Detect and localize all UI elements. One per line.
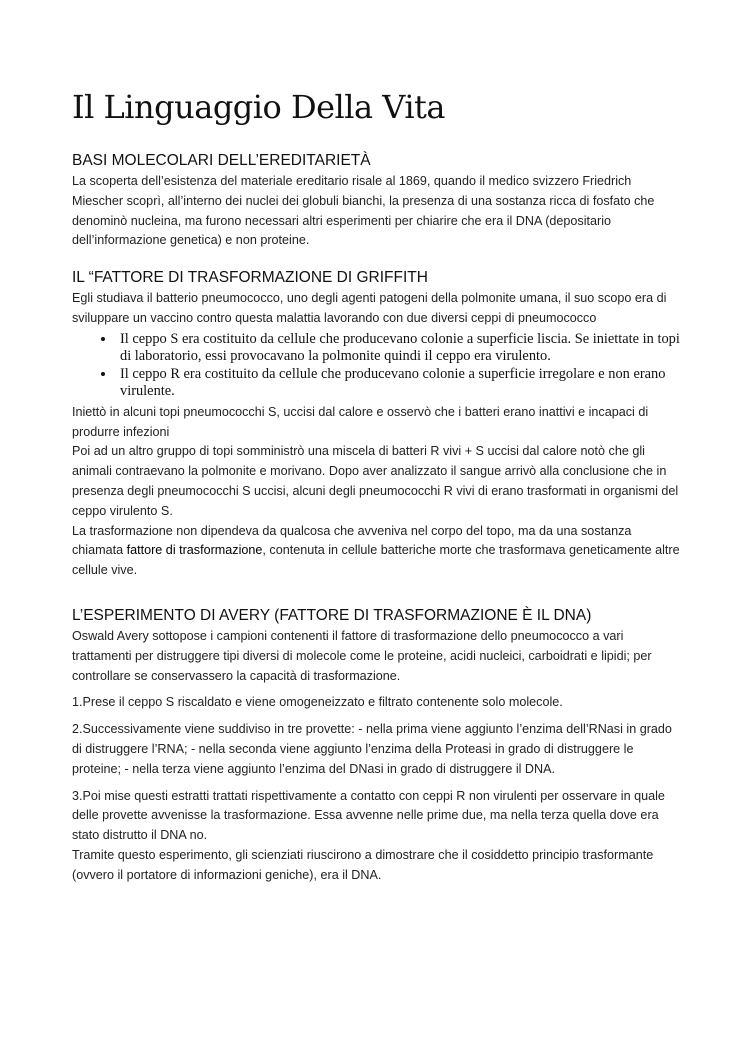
paragraph: Poi ad un altro gruppo di topi somministrò una miscela di batteri R vivi + S uccisi dal calore notò che gli animali contraevano la polmonite e morivano. Dopo aver analizzato il sangue arrivò alla conclusione che in presenza degli pneumococchi S uccisi, alcuni degli pneumococchi R vivi di erano trasformati in organismi del ceppo virulento S.: [72, 444, 679, 518]
paragraph: Iniettò in alcuni topi pneumococchi S, uccisi dal calore e osservò che i batteri erano inattivi e incapaci di produrre infezioni: [72, 404, 649, 439]
step-3: 3.Poi mise questi estratti trattati rispettivamente a contatto con ceppi R non virulenti per osservare in quale delle provette avvenisse la trasformazione. Essa avvenne nelle prime due, ma nella terza quella dove era stato distrutto il DNA no.: [72, 788, 665, 843]
highlighted-term: fattore di trasformazione: [126, 543, 263, 558]
paragraph: Oswald Avery sottopose i campioni contenenti il fattore di trasformazione dello pneumococco a vari trattamenti per distruggere tipi diversi di molecole come le proteine, acidi nucleici, carboidrati e lipidi; per controllare se conservassero la capacità di trasformazione.: [72, 628, 652, 683]
document-body: [72, 150, 682, 886]
text-run: La trasformazione non dipendeva da qualcosa che avveniva nel corpo del topo, ma da una sostanza chiamata: [72, 523, 632, 558]
section-heading: IL “FATTORE DI TRASFORMAZIONE DI GRIFFITH: [72, 269, 428, 287]
step-1: 1.Prese il ceppo S riscaldato e viene omogeneizzato e filtrato contenente solo molecole.: [72, 695, 563, 710]
list-item: • Il ceppo S era costituito da cellule che producevano colonie a superficie liscia. Se iniettate in topi di laboratorio, essi provocavano la polmonite quindi il ceppo era virulento.: [116, 331, 682, 366]
paragraph: Tramite questo esperimento, gli scienziati riuscirono a dimostrare che il cosiddetto principio trasformante (ovvero il portatore di informazioni geniche), era il DNA.: [72, 847, 654, 882]
section-heading: BASI MOLECOLARI DELL’EREDITARIETÀ: [72, 152, 371, 169]
section-heading: L’ESPERIMENTO DI AVERY (FATTORE DI TRASFORMAZIONE È IL DNA): [72, 606, 592, 624]
list-item: • Il ceppo R era costituito da cellule che producevano colonie a superficie irregolare e non erano virulente.: [116, 366, 682, 401]
section-basi-molecolari: [72, 150, 682, 251]
paragraph: La scoperta dell’esistenza del materiale ereditario risale al 1869, quando il medico svizzero Friedrich Miescher scoprì, all’interno dei nuclei dei globuli bianchi, la presenza di una sostanza ricca di fosfato che denominò nucleina, ma furono necessari altri esperimenti per chiarire che era il DNA (depositario dell’informazione genetica) e non proteine.: [72, 174, 655, 248]
section-avery: [72, 605, 682, 886]
bullet-list: [72, 331, 682, 401]
paragraph: [72, 522, 682, 581]
document-title: Il Linguaggio Della Vita: [72, 88, 445, 126]
paragraph: Egli studiava il batterio pneumococco, uno degli agenti patogeni della polmonite umana, il suo scopo era di sviluppare un vaccino contro questa malattia lavorando con due diversi ceppi di pneumococco: [72, 291, 667, 325]
step-2: 2.Successivamente viene suddiviso in tre provette: - nella prima viene aggiunto l’enzima dell’RNasi in grado di distruggere l’RNA; - nella seconda viene aggiunto l’enzima della Proteasi in grado di distruggere le proteine; - nella terza viene aggiunto l’enzima del DNasi in grado di distruggere il DNA.: [72, 722, 672, 776]
section-griffith: [72, 267, 682, 581]
text-run: , contenuta in cellule batteriche morte che trasformava geneticamente altre cellule vive.: [72, 543, 680, 578]
